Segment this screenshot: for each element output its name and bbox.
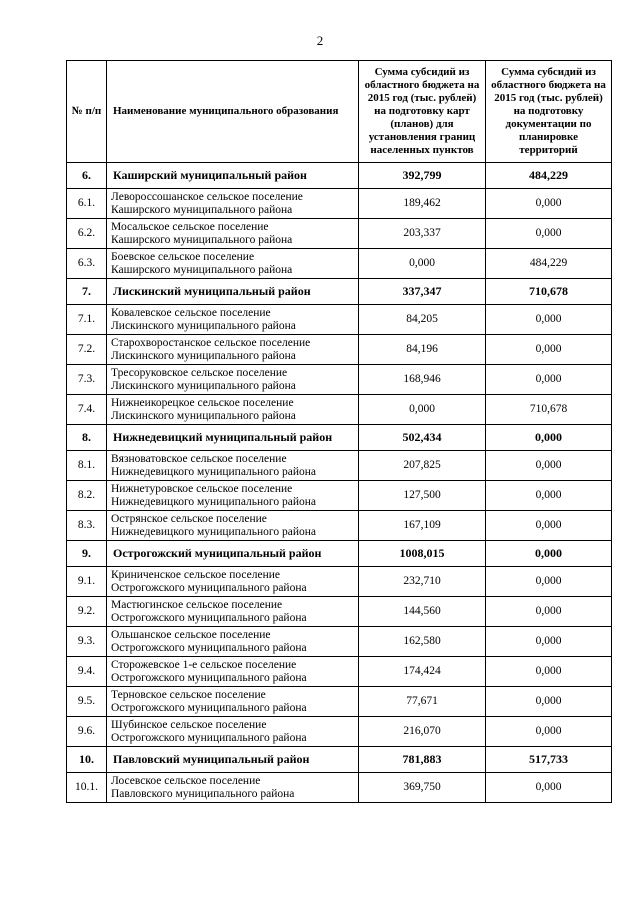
settlement-row [67,189,612,219]
row-number: 6. [67,163,107,189]
municipality-name [107,717,359,747]
table-body [67,163,612,803]
municipality-name-line: Острогожского муниципального района [111,611,307,624]
header-maps-subsidy: Сумма субсидий из областного бюджета на 2015 год (тыс. рублей) на подготовку карт (планов) для установления границ населенных пунктов [359,61,486,163]
municipality-name-line: Нижнедевицкого муниципального района [111,465,316,478]
maps-subsidy-value: 392,799 [359,163,486,189]
maps-subsidy-value: 84,205 [359,305,486,335]
district-row [67,425,612,451]
municipality-name-line: Острогожского муниципального района [111,581,307,594]
docs-subsidy-value: 0,000 [486,627,612,657]
settlement-row [67,687,612,717]
docs-subsidy-value: 0,000 [486,305,612,335]
settlement-row [67,597,612,627]
docs-subsidy-value: 0,000 [486,657,612,687]
row-number: 10.1. [67,773,107,803]
docs-subsidy-value: 0,000 [486,189,612,219]
header-municipality-name: Наименование муниципального образования [107,61,359,163]
docs-subsidy-value: 0,000 [486,717,612,747]
row-number: 7.3. [67,365,107,395]
municipality-name-line: Нижнеикорецкое сельское поселение [111,396,294,409]
municipality-name-line: Каширского муниципального района [111,203,293,216]
subsidy-table [66,60,612,803]
page-number: 2 [316,33,324,48]
docs-subsidy-value: 0,000 [486,511,612,541]
maps-subsidy-value: 502,434 [359,425,486,451]
municipality-name [107,567,359,597]
municipality-name-line: Каширский муниципальный район [113,168,307,182]
municipality-name [107,425,359,451]
row-number: 8.2. [67,481,107,511]
docs-subsidy-value: 0,000 [486,541,612,567]
municipality-name [107,189,359,219]
municipality-name [107,163,359,189]
municipality-name-line: Павловский муниципальный район [113,752,310,766]
settlement-row [67,365,612,395]
row-number: 7.1. [67,305,107,335]
municipality-name-line: Нижнедевицкого муниципального района [111,525,316,538]
municipality-name-line: Ковалевское сельское поселение [111,306,271,319]
municipality-name-line: Острянское сельское поселение [111,512,267,525]
maps-subsidy-value: 77,671 [359,687,486,717]
docs-subsidy-value: 517,733 [486,747,612,773]
maps-subsidy-value: 84,196 [359,335,486,365]
municipality-name [107,365,359,395]
docs-subsidy-value: 0,000 [486,773,612,803]
settlement-row [67,627,612,657]
docs-subsidy-value: 0,000 [486,597,612,627]
municipality-name [107,219,359,249]
municipality-name [107,481,359,511]
municipality-name-line: Лосевское сельское поселение [111,774,261,787]
row-number: 9.3. [67,627,107,657]
municipality-name [107,249,359,279]
maps-subsidy-value: 0,000 [359,395,486,425]
maps-subsidy-value: 781,883 [359,747,486,773]
maps-subsidy-value: 337,347 [359,279,486,305]
municipality-name [107,511,359,541]
row-number: 6.2. [67,219,107,249]
municipality-name-line: Острогожского муниципального района [111,731,307,744]
maps-subsidy-value: 162,580 [359,627,486,657]
docs-subsidy-value: 0,000 [486,219,612,249]
district-row [67,163,612,189]
municipality-name-line: Старохворостанское сельское поселение [111,336,311,349]
municipality-name-line: Сторожевское 1-е сельское поселение [111,658,297,671]
municipality-name [107,747,359,773]
district-row [67,541,612,567]
settlement-row [67,511,612,541]
municipality-name [107,541,359,567]
municipality-name [107,657,359,687]
table-header-row [67,61,612,163]
settlement-row [67,305,612,335]
municipality-name-line: Нижнетуровское сельское поселение [111,482,293,495]
settlement-row [67,395,612,425]
maps-subsidy-value: 216,070 [359,717,486,747]
municipality-name [107,627,359,657]
row-number: 9. [67,541,107,567]
maps-subsidy-value: 207,825 [359,451,486,481]
municipality-name-line: Мастюгинское сельское поселение [111,598,283,611]
settlement-row [67,249,612,279]
maps-subsidy-value: 189,462 [359,189,486,219]
municipality-name-line: Лискинского муниципального района [111,349,296,362]
settlement-row [67,773,612,803]
settlement-row [67,657,612,687]
maps-subsidy-value: 174,424 [359,657,486,687]
row-number: 6.1. [67,189,107,219]
municipality-name-line: Нижнедевицкого муниципального района [111,495,316,508]
row-number: 7.2. [67,335,107,365]
row-number: 7.4. [67,395,107,425]
settlement-row [67,335,612,365]
municipality-name-line: Каширского муниципального района [111,263,293,276]
municipality-name [107,773,359,803]
maps-subsidy-value: 144,560 [359,597,486,627]
settlement-row [67,451,612,481]
municipality-name [107,687,359,717]
docs-subsidy-value: 0,000 [486,425,612,451]
row-number: 10. [67,747,107,773]
municipality-name-line: Острогожского муниципального района [111,641,307,654]
municipality-name [107,305,359,335]
municipality-name [107,279,359,305]
municipality-name-line: Мосальское сельское поселение [111,220,269,233]
row-number: 8.1. [67,451,107,481]
municipality-name-line: Острогожского муниципального района [111,671,307,684]
row-number: 9.4. [67,657,107,687]
row-number: 9.2. [67,597,107,627]
docs-subsidy-value: 0,000 [486,365,612,395]
municipality-name-line: Лискинского муниципального района [111,379,296,392]
maps-subsidy-value: 127,500 [359,481,486,511]
header-docs-subsidy: Сумма субсидий из областного бюджета на 2015 год (тыс. рублей) на подготовку документации по планировке территорий [486,61,612,163]
settlement-row [67,481,612,511]
header-number: № п/п [67,61,107,163]
municipality-name-line: Лискинского муниципального района [111,409,296,422]
municipality-name-line: Ольшанское сельское поселение [111,628,271,641]
maps-subsidy-value: 369,750 [359,773,486,803]
district-row [67,279,612,305]
municipality-name-line: Криниченское сельское поселение [111,568,281,581]
municipality-name [107,335,359,365]
docs-subsidy-value: 710,678 [486,395,612,425]
municipality-name [107,395,359,425]
municipality-name-line: Шубинское сельское поселение [111,718,267,731]
district-row [67,747,612,773]
municipality-name [107,451,359,481]
docs-subsidy-value: 0,000 [486,687,612,717]
municipality-name-line: Острогожского муниципального района [111,701,307,714]
row-number: 8.3. [67,511,107,541]
docs-subsidy-value: 0,000 [486,451,612,481]
municipality-name-line: Острогожский муниципальный район [113,546,322,560]
municipality-name-line: Лискинский муниципальный район [113,284,311,298]
maps-subsidy-value: 167,109 [359,511,486,541]
maps-subsidy-value: 1008,015 [359,541,486,567]
docs-subsidy-value: 484,229 [486,163,612,189]
municipality-name-line: Тресоруковское сельское поселение [111,366,288,379]
row-number: 7. [67,279,107,305]
settlement-row [67,567,612,597]
municipality-name-line: Вязноватовское сельское поселение [111,452,287,465]
docs-subsidy-value: 0,000 [486,481,612,511]
municipality-name-line: Каширского муниципального района [111,233,293,246]
municipality-name-line: Нижнедевицкий муниципальный район [113,430,333,444]
municipality-name-line: Павловского муниципального района [111,787,295,800]
row-number: 6.3. [67,249,107,279]
row-number: 9.1. [67,567,107,597]
docs-subsidy-value: 0,000 [486,335,612,365]
maps-subsidy-value: 0,000 [359,249,486,279]
docs-subsidy-value: 484,229 [486,249,612,279]
settlement-row [67,717,612,747]
municipality-name-line: Левороссошанское сельское поселение [111,190,303,203]
municipality-name-line: Боевское сельское поселение [111,250,255,263]
maps-subsidy-value: 203,337 [359,219,486,249]
settlement-row [67,219,612,249]
municipality-name-line: Лискинского муниципального района [111,319,296,332]
docs-subsidy-value: 710,678 [486,279,612,305]
maps-subsidy-value: 168,946 [359,365,486,395]
row-number: 9.5. [67,687,107,717]
row-number: 8. [67,425,107,451]
municipality-name-line: Терновское сельское поселение [111,688,266,701]
row-number: 9.6. [67,717,107,747]
maps-subsidy-value: 232,710 [359,567,486,597]
municipality-name [107,597,359,627]
docs-subsidy-value: 0,000 [486,567,612,597]
